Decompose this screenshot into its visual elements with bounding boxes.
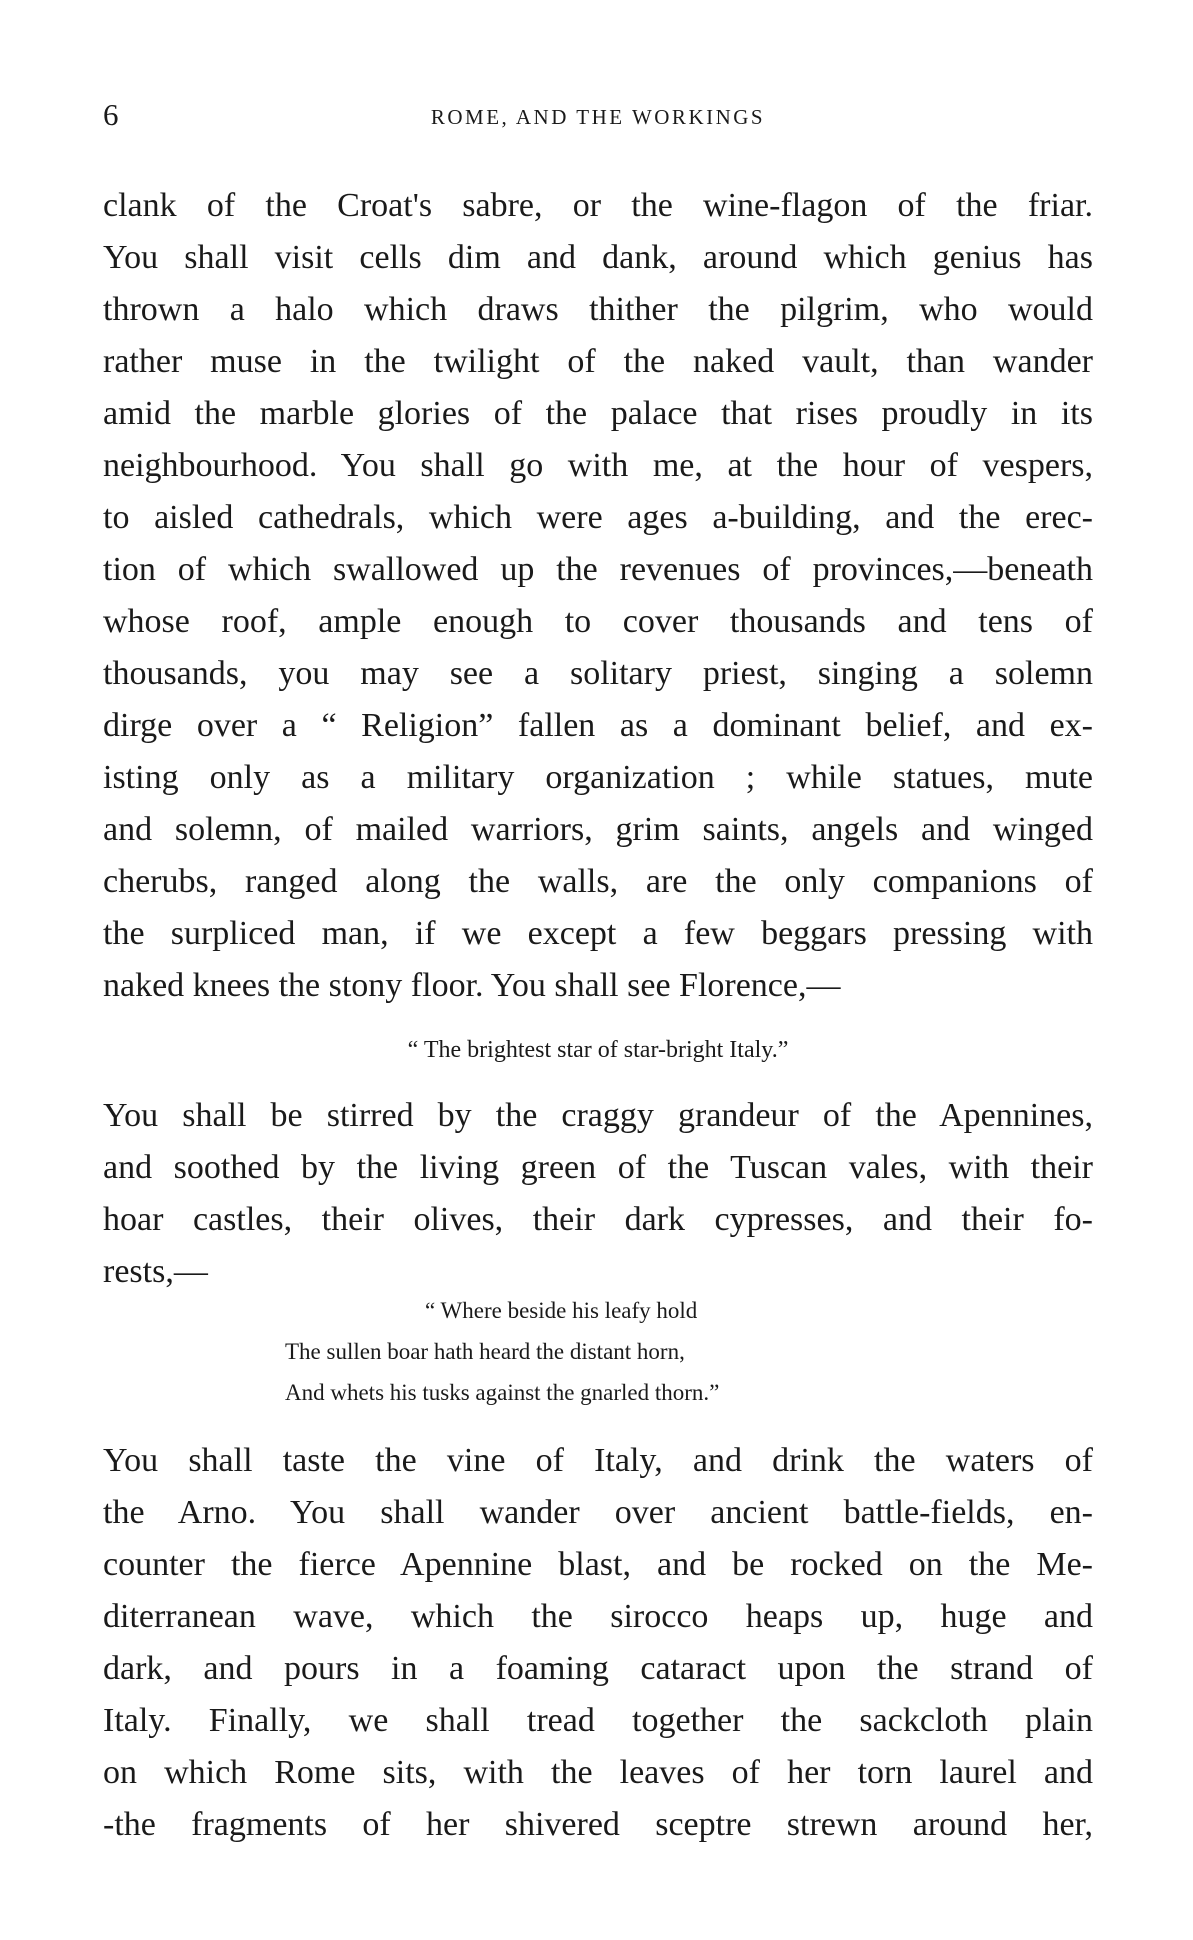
text-line: neighbourhood. You shall go with me, at the hour of vespers, <box>103 447 1093 484</box>
text-line: and solemn, of mailed warriors, grim saints, angels and winged <box>103 811 1093 848</box>
text-line: rather muse in the twilight of the naked vault, than wander <box>103 343 1093 380</box>
running-head <box>103 95 1093 135</box>
text-line: diterranean wave, which the sirocco heaps up, huge and <box>103 1598 1093 1635</box>
text-line: dark, and pours in a foaming cataract upon the strand of <box>103 1650 1093 1687</box>
paragraph-2 <box>103 1090 1093 1298</box>
page-number: 6 <box>103 97 119 132</box>
text-line: hoar castles, their olives, their dark cypresses, and their fo- <box>103 1201 1093 1238</box>
text-line: Italy. Finally, we shall tread together the sackcloth plain <box>103 1702 1093 1739</box>
text-line: thousands, you may see a solitary priest, singing a solemn <box>103 655 1093 692</box>
block-quote: “ The brightest star of star-bright Italy.” <box>407 1037 789 1063</box>
text-line: the Arno. You shall wander over ancient battle-fields, en- <box>103 1494 1093 1531</box>
text-line: and soothed by the living green of the Tuscan vales, with their <box>103 1149 1093 1186</box>
text-line: naked knees the stony floor. You shall see Florence,— <box>103 967 841 1004</box>
verse-line: And whets his tusks against the gnarled thorn.” <box>285 1380 720 1405</box>
text-line: You shall be stirred by the craggy grandeur of the Apennines, <box>103 1097 1093 1134</box>
text-line: thrown a halo which draws thither the pilgrim, who would <box>103 291 1093 328</box>
text-line: tion of which swallowed up the revenues of provinces,—beneath <box>103 551 1093 588</box>
text-line: amid the marble glories of the palace that rises proudly in its <box>103 395 1093 432</box>
text-line: clank of the Croat's sabre, or the wine-flagon of the friar. <box>103 187 1093 224</box>
text-line: -the fragments of her shivered sceptre strewn around her, <box>103 1806 1093 1843</box>
text-line: on which Rome sits, with the leaves of her torn laurel and <box>103 1754 1093 1791</box>
text-line: cherubs, ranged along the walls, are the only companions of <box>103 863 1093 900</box>
text-line: dirge over a “ Religion” fallen as a dominant belief, and ex- <box>103 707 1093 744</box>
verse-line: The sullen boar hath heard the distant horn, <box>285 1339 685 1364</box>
text-line: isting only as a military organization ; while statues, mute <box>103 759 1093 796</box>
text-line: the surpliced man, if we except a few beggars pressing with <box>103 915 1093 952</box>
text-line: rests,— <box>103 1253 208 1290</box>
text-line: You shall taste the vine of Italy, and drink the waters of <box>103 1442 1093 1479</box>
text-line: to aisled cathedrals, which were ages a-building, and the erec- <box>103 499 1093 536</box>
text-line: whose roof, ample enough to cover thousands and tens of <box>103 603 1093 640</box>
running-head-title: ROME, AND THE WORKINGS <box>430 105 766 129</box>
verse-quote <box>285 1290 985 1413</box>
paragraph-3 <box>103 1435 1093 1851</box>
text-line: You shall visit cells dim and dank, around which genius has <box>103 239 1093 276</box>
text-line: counter the fierce Apennine blast, and be rocked on the Me- <box>103 1546 1093 1583</box>
paragraph-1 <box>103 180 1093 1012</box>
verse-line: “ Where beside his leafy hold <box>425 1298 698 1323</box>
